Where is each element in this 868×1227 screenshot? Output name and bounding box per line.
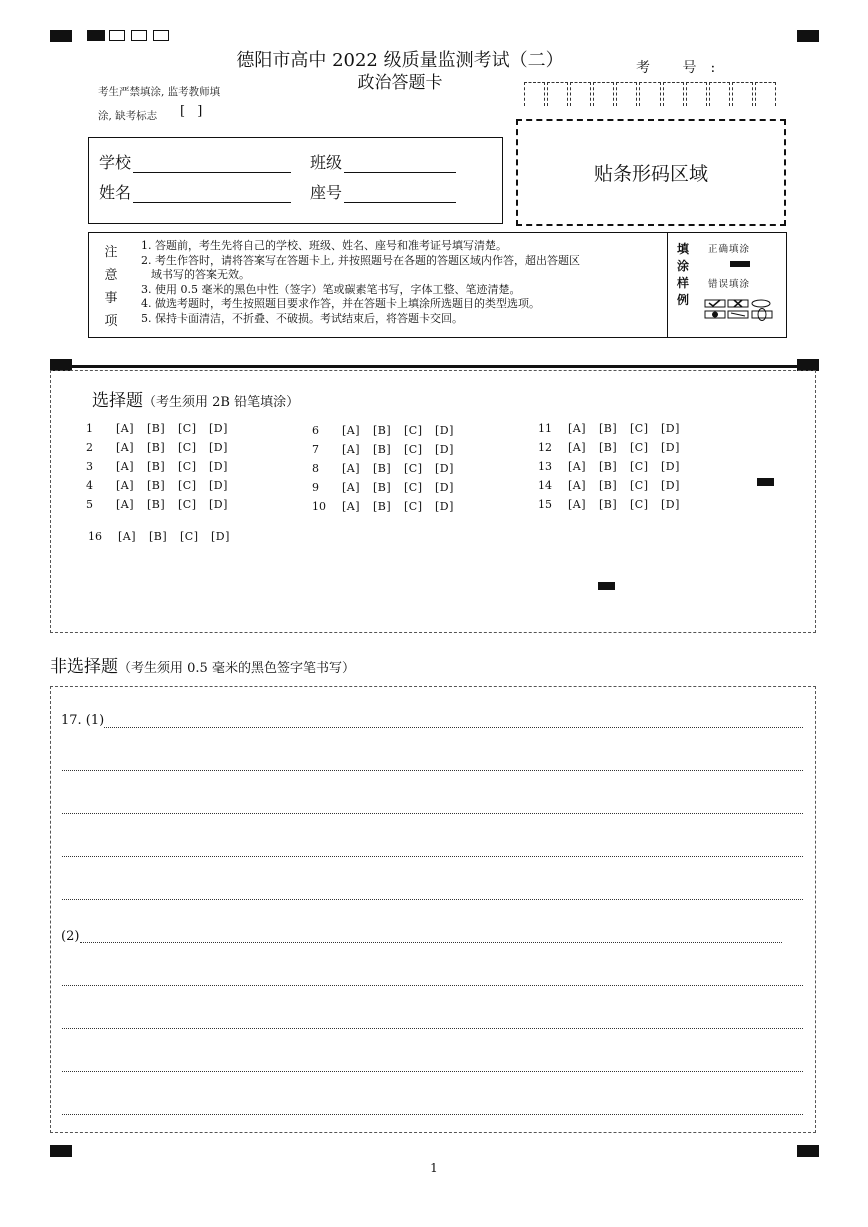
option-bubble-a[interactable]: [A] — [568, 441, 587, 454]
option-bubble-c[interactable]: [C] — [178, 422, 197, 435]
option-bubble-a[interactable]: [A] — [118, 530, 137, 543]
option-bubble-d[interactable]: [D] — [435, 443, 454, 456]
option-bubble-c[interactable]: [C] — [630, 460, 649, 473]
answer-line[interactable] — [62, 1071, 803, 1072]
option-bubble-c[interactable]: [C] — [630, 422, 649, 435]
timing-box — [109, 30, 125, 41]
option-bubble-b[interactable]: [B] — [373, 462, 392, 475]
option-bubble-c[interactable]: [C] — [404, 443, 423, 456]
option-bubble-a[interactable]: [A] — [342, 462, 361, 475]
choice-question-9 — [312, 481, 466, 494]
seat-field[interactable]: 座号 — [310, 180, 456, 203]
option-bubble-b[interactable]: [B] — [147, 460, 166, 473]
notice-box — [88, 232, 787, 338]
option-bubble-b[interactable]: [B] — [149, 530, 168, 543]
class-field[interactable]: 班级 — [310, 150, 456, 173]
barcode-label: 贴条形码区域 — [593, 163, 708, 185]
option-bubble-a[interactable]: [A] — [568, 460, 587, 473]
option-bubble-d[interactable]: [D] — [661, 422, 680, 435]
answer-line[interactable] — [62, 856, 803, 857]
choice-heading: 选择题（考生须用 2B 铅笔填涂） — [92, 391, 300, 411]
barcode-area — [516, 119, 786, 226]
timing-box — [153, 30, 169, 41]
answer-line[interactable] — [104, 727, 803, 728]
correct-fill-mark — [730, 261, 750, 267]
option-bubble-c[interactable]: [C] — [630, 498, 649, 511]
wrong-fill-samples — [704, 299, 776, 321]
choice-question-14 — [538, 479, 692, 492]
option-bubble-b[interactable]: [B] — [147, 479, 166, 492]
option-bubble-b[interactable]: [B] — [373, 443, 392, 456]
choice-question-5 — [86, 498, 240, 511]
answer-line[interactable] — [62, 985, 803, 986]
choice-question-3 — [86, 460, 240, 473]
exam-number-label: 考 号: — [636, 60, 730, 76]
exam-number-boxes[interactable] — [524, 82, 778, 106]
section-divider — [72, 365, 799, 368]
choice-question-10 — [312, 500, 466, 513]
option-bubble-a[interactable]: [A] — [342, 500, 361, 513]
option-bubble-c[interactable]: [C] — [404, 500, 423, 513]
option-bubble-a[interactable]: [A] — [116, 441, 135, 454]
sample-title: 填 涂 样 例 — [676, 242, 689, 307]
option-bubble-c[interactable]: [C] — [404, 481, 423, 494]
option-bubble-d[interactable]: [D] — [209, 422, 228, 435]
option-bubble-a[interactable]: [A] — [568, 498, 587, 511]
question-number: 1 — [86, 422, 93, 435]
option-bubble-d[interactable]: [D] — [435, 462, 454, 475]
timing-mark — [757, 478, 774, 486]
name-field[interactable]: 姓名 — [99, 180, 291, 203]
option-bubble-b[interactable]: [B] — [599, 498, 618, 511]
question-number: 7 — [312, 443, 319, 456]
answer-line[interactable] — [80, 942, 782, 943]
question-number: 3 — [86, 460, 93, 473]
question-number: 14 — [538, 479, 552, 492]
question-number: 4 — [86, 479, 93, 492]
choice-question-2 — [86, 441, 240, 454]
option-bubble-b[interactable]: [B] — [147, 441, 166, 454]
answer-line[interactable] — [62, 770, 803, 771]
question-17-2-label: (2) — [61, 929, 80, 944]
option-bubble-d[interactable]: [D] — [661, 498, 680, 511]
question-17-1-label: 17. (1) — [61, 713, 105, 728]
question-number: 16 — [88, 530, 102, 543]
wrong-fill-label: 错误填涂 — [708, 279, 751, 290]
nonchoice-heading: 非选择题（考生须用 0.5 毫米的黑色签字笔书写） — [50, 657, 355, 677]
question-number: 5 — [86, 498, 93, 511]
page-title: 德阳市高中 2022 级质量监测考试（二） — [236, 50, 564, 71]
option-bubble-a[interactable]: [A] — [342, 481, 361, 494]
answer-area[interactable] — [50, 686, 816, 1133]
option-bubble-b[interactable]: [B] — [599, 441, 618, 454]
question-number: 10 — [312, 500, 326, 513]
question-number: 11 — [538, 422, 552, 435]
choice-question-12 — [538, 441, 692, 454]
notice-title: 注 意 事 项 — [104, 245, 118, 329]
option-bubble-d[interactable]: [D] — [209, 441, 228, 454]
question-number: 15 — [538, 498, 552, 511]
option-bubble-c[interactable]: [C] — [178, 441, 197, 454]
option-bubble-a[interactable]: [A] — [568, 422, 587, 435]
question-number: 8 — [312, 462, 319, 475]
choice-question-13 — [538, 460, 692, 473]
option-bubble-d[interactable]: [D] — [661, 441, 680, 454]
option-bubble-b[interactable]: [B] — [373, 424, 392, 437]
answer-line[interactable] — [62, 813, 803, 814]
option-bubble-a[interactable]: [A] — [116, 479, 135, 492]
question-number: 9 — [312, 481, 319, 494]
page-number: 1 — [430, 1161, 438, 1175]
option-bubble-a[interactable]: [A] — [116, 422, 135, 435]
timing-mark — [598, 582, 615, 590]
fill-sample — [667, 233, 788, 337]
option-bubble-b[interactable]: [B] — [147, 498, 166, 511]
option-bubble-c[interactable]: [C] — [178, 460, 197, 473]
option-bubble-a[interactable]: [A] — [116, 498, 135, 511]
question-number: 12 — [538, 441, 552, 454]
correct-fill-label: 正确填涂 — [708, 244, 751, 255]
option-bubble-c[interactable]: [C] — [630, 479, 649, 492]
answer-line[interactable] — [62, 1028, 803, 1029]
option-bubble-d[interactable]: [D] — [661, 479, 680, 492]
answer-line[interactable] — [62, 1114, 803, 1115]
option-bubble-d[interactable]: [D] — [209, 460, 228, 473]
choice-question-4 — [86, 479, 240, 492]
choice-question-16 — [88, 530, 242, 543]
school-field[interactable]: 学校 — [99, 150, 291, 173]
option-bubble-a[interactable]: [A] — [342, 443, 361, 456]
answer-line[interactable] — [62, 899, 803, 900]
option-bubble-a[interactable]: [A] — [116, 460, 135, 473]
option-bubble-d[interactable]: [D] — [435, 500, 454, 513]
option-bubble-b[interactable]: [B] — [599, 479, 618, 492]
option-bubble-b[interactable]: [B] — [599, 460, 618, 473]
timing-box — [131, 30, 147, 41]
option-bubble-d[interactable]: [D] — [435, 424, 454, 437]
absent-mark-box[interactable]: [ ] — [180, 104, 207, 119]
option-bubble-c[interactable]: [C] — [404, 462, 423, 475]
option-bubble-b[interactable]: [B] — [373, 481, 392, 494]
question-number: 2 — [86, 441, 93, 454]
option-bubble-c[interactable]: [C] — [178, 479, 197, 492]
timing-mark — [50, 30, 72, 42]
timing-mark — [87, 30, 105, 41]
timing-mark — [797, 1145, 819, 1157]
option-bubble-c[interactable]: [C] — [178, 498, 197, 511]
option-bubble-d[interactable]: [D] — [661, 460, 680, 473]
question-number: 13 — [538, 460, 552, 473]
option-bubble-d[interactable]: [D] — [209, 479, 228, 492]
option-bubble-b[interactable]: [B] — [373, 500, 392, 513]
student-info-box — [88, 137, 503, 224]
notice-list: 1. 答题前，考生先将自己的学校、班级、姓名、座号和准考证号填写清楚。 2. 考生作答时，请将答案写在答题卡上, 并按照题号在各题的答题区域内作答，超出答题区 域书写的答案无效。 3. 使用 0.5 毫米的黑色中性（签字）笔或碳素笔书写，字体工整、笔迹清楚。 4. 做选考题时，考生按照题目要求作答，并在答题卡上填涂所选题目的类型选项。 5. 保持卡面清洁，不折叠、不破损。考试结束后，将答题卡交回。 — [141, 239, 580, 325]
choice-question-11 — [538, 422, 692, 435]
choice-question-15 — [538, 498, 692, 511]
page-subtitle: 政治答题卡 — [357, 73, 443, 93]
timing-mark — [797, 30, 819, 42]
timing-mark — [50, 1145, 72, 1157]
option-bubble-c[interactable]: [C] — [404, 424, 423, 437]
choice-question-8 — [312, 462, 466, 475]
warning-text: 涂, 缺考标志 — [98, 110, 158, 122]
choice-question-1 — [86, 422, 240, 435]
option-bubble-b[interactable]: [B] — [147, 422, 166, 435]
option-bubble-a[interactable]: [A] — [568, 479, 587, 492]
option-bubble-c[interactable]: [C] — [630, 441, 649, 454]
option-bubble-d[interactable]: [D] — [211, 530, 230, 543]
question-number: 6 — [312, 424, 319, 437]
choice-question-6 — [312, 424, 466, 437]
option-bubble-a[interactable]: [A] — [342, 424, 361, 437]
option-bubble-d[interactable]: [D] — [435, 481, 454, 494]
option-bubble-d[interactable]: [D] — [209, 498, 228, 511]
warning-text: 考生严禁填涂, 监考教师填 — [98, 86, 221, 98]
choice-question-7 — [312, 443, 466, 456]
option-bubble-b[interactable]: [B] — [599, 422, 618, 435]
option-bubble-c[interactable]: [C] — [180, 530, 199, 543]
